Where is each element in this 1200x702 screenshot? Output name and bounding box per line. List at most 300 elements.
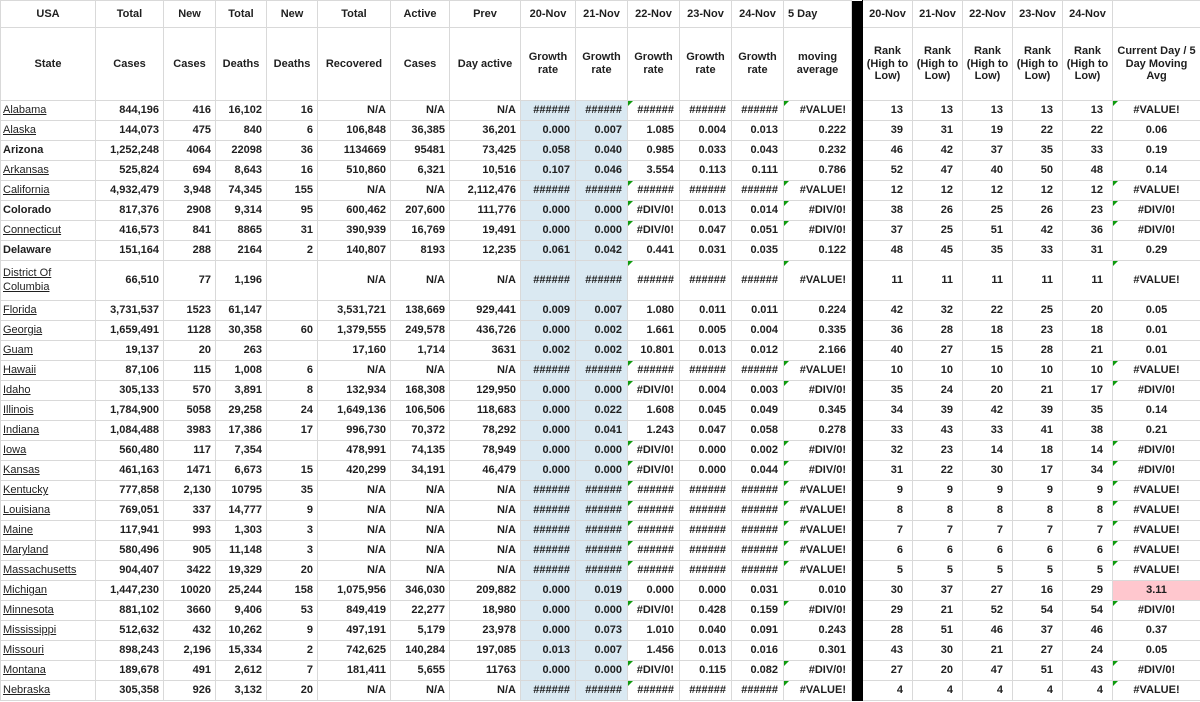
growth-rate-cell[interactable]: 0.000 [576, 441, 628, 461]
total-cases-cell[interactable]: 817,376 [96, 201, 164, 221]
header-cell[interactable]: 24-Nov [1063, 1, 1113, 28]
state-link[interactable]: District Of Columbia [1, 261, 96, 301]
growth-rate-cell[interactable]: 0.051 [732, 221, 784, 241]
prev-day-active-cell[interactable]: N/A [450, 481, 521, 501]
growth-rate-cell[interactable]: ###### [680, 541, 732, 561]
new-deaths-cell[interactable]: 53 [267, 601, 318, 621]
growth-rate-cell[interactable]: 0.016 [732, 641, 784, 661]
new-cases-cell[interactable]: 115 [164, 361, 216, 381]
rank-cell[interactable]: 46 [1063, 621, 1113, 641]
total-cases-cell[interactable]: 904,407 [96, 561, 164, 581]
total-deaths-cell[interactable]: 17,386 [216, 421, 267, 441]
rank-cell[interactable]: 34 [863, 401, 913, 421]
new-cases-cell[interactable]: 77 [164, 261, 216, 301]
total-deaths-cell[interactable]: 2164 [216, 241, 267, 261]
state-link[interactable]: Missouri [1, 641, 96, 661]
rank-cell[interactable]: 6 [913, 541, 963, 561]
current-vs-avg-cell[interactable]: #VALUE! [1113, 261, 1200, 301]
current-vs-avg-cell[interactable]: 0.01 [1113, 341, 1200, 361]
current-vs-avg-cell[interactable]: #VALUE! [1113, 681, 1200, 701]
growth-rate-cell[interactable]: ###### [628, 561, 680, 581]
new-cases-cell[interactable]: 1471 [164, 461, 216, 481]
prev-day-active-cell[interactable]: 197,085 [450, 641, 521, 661]
total-deaths-cell[interactable]: 15,334 [216, 641, 267, 661]
total-deaths-cell[interactable]: 2,612 [216, 661, 267, 681]
rank-cell[interactable]: 28 [913, 321, 963, 341]
growth-rate-cell[interactable]: 0.000 [521, 201, 576, 221]
current-vs-avg-cell[interactable]: 0.01 [1113, 321, 1200, 341]
header-cell[interactable]: 5 Day [784, 1, 852, 28]
growth-rate-cell[interactable]: 0.019 [576, 581, 628, 601]
new-cases-cell[interactable]: 694 [164, 161, 216, 181]
rank-cell[interactable]: 42 [1013, 221, 1063, 241]
new-deaths-cell[interactable]: 35 [267, 481, 318, 501]
new-cases-cell[interactable]: 993 [164, 521, 216, 541]
rank-cell[interactable]: 21 [963, 641, 1013, 661]
growth-rate-cell[interactable]: 10.801 [628, 341, 680, 361]
rank-cell[interactable]: 18 [963, 321, 1013, 341]
prev-day-active-cell[interactable]: 3631 [450, 341, 521, 361]
active-cases-cell[interactable]: 207,600 [391, 201, 450, 221]
rank-cell[interactable]: 20 [963, 381, 1013, 401]
header-cell[interactable]: Current Day / 5 Day Moving Avg [1113, 28, 1200, 101]
moving-average-cell[interactable]: #VALUE! [784, 521, 852, 541]
new-deaths-cell[interactable]: 60 [267, 321, 318, 341]
rank-cell[interactable]: 29 [1063, 581, 1113, 601]
rank-cell[interactable]: 13 [963, 101, 1013, 121]
growth-rate-cell[interactable]: ###### [521, 541, 576, 561]
rank-cell[interactable]: 43 [1063, 661, 1113, 681]
rank-cell[interactable]: 38 [1063, 421, 1113, 441]
rank-cell[interactable]: 22 [913, 461, 963, 481]
active-cases-cell[interactable]: 346,030 [391, 581, 450, 601]
rank-cell[interactable]: 12 [863, 181, 913, 201]
rank-cell[interactable]: 4 [913, 681, 963, 701]
state-link[interactable]: Mississippi [1, 621, 96, 641]
total-deaths-cell[interactable]: 8,643 [216, 161, 267, 181]
state-link[interactable]: Nebraska [1, 681, 96, 701]
header-cell[interactable]: Day active [450, 28, 521, 101]
header-cell[interactable]: 20-Nov [863, 1, 913, 28]
rank-cell[interactable]: 6 [863, 541, 913, 561]
recovered-cell[interactable]: 742,625 [318, 641, 391, 661]
rank-cell[interactable]: 12 [1013, 181, 1063, 201]
growth-rate-cell[interactable]: 0.000 [521, 121, 576, 141]
growth-rate-cell[interactable]: 0.058 [521, 141, 576, 161]
new-deaths-cell[interactable] [267, 341, 318, 361]
new-cases-cell[interactable]: 3983 [164, 421, 216, 441]
header-cell[interactable]: 22-Nov [963, 1, 1013, 28]
rank-cell[interactable]: 51 [913, 621, 963, 641]
current-vs-avg-cell[interactable]: #VALUE! [1113, 181, 1200, 201]
growth-rate-cell[interactable]: 0.000 [521, 661, 576, 681]
rank-cell[interactable]: 13 [863, 101, 913, 121]
rank-cell[interactable]: 42 [863, 301, 913, 321]
total-deaths-cell[interactable]: 1,008 [216, 361, 267, 381]
growth-rate-cell[interactable]: 0.012 [732, 341, 784, 361]
rank-cell[interactable]: 54 [1013, 601, 1063, 621]
growth-rate-cell[interactable]: 0.004 [680, 121, 732, 141]
prev-day-active-cell[interactable]: 73,425 [450, 141, 521, 161]
new-cases-cell[interactable]: 1128 [164, 321, 216, 341]
moving-average-cell[interactable]: #VALUE! [784, 101, 852, 121]
total-deaths-cell[interactable]: 1,196 [216, 261, 267, 301]
total-cases-cell[interactable]: 305,133 [96, 381, 164, 401]
header-cell[interactable]: 21-Nov [913, 1, 963, 28]
rank-cell[interactable]: 27 [863, 661, 913, 681]
growth-rate-cell[interactable]: ###### [628, 541, 680, 561]
growth-rate-cell[interactable]: 0.014 [732, 201, 784, 221]
moving-average-cell[interactable]: #VALUE! [784, 501, 852, 521]
growth-rate-cell[interactable]: 0.002 [576, 341, 628, 361]
new-deaths-cell[interactable]: 6 [267, 121, 318, 141]
state-link[interactable]: Alabama [1, 101, 96, 121]
growth-rate-cell[interactable]: #DIV/0! [628, 461, 680, 481]
new-cases-cell[interactable]: 4064 [164, 141, 216, 161]
growth-rate-cell[interactable]: #DIV/0! [628, 601, 680, 621]
growth-rate-cell[interactable]: #DIV/0! [628, 661, 680, 681]
moving-average-cell[interactable]: #DIV/0! [784, 381, 852, 401]
moving-average-cell[interactable]: 0.345 [784, 401, 852, 421]
rank-cell[interactable]: 28 [1013, 341, 1063, 361]
active-cases-cell[interactable]: 5,655 [391, 661, 450, 681]
total-cases-cell[interactable]: 4,932,479 [96, 181, 164, 201]
prev-day-active-cell[interactable]: 209,882 [450, 581, 521, 601]
new-cases-cell[interactable]: 3660 [164, 601, 216, 621]
growth-rate-cell[interactable]: ###### [576, 261, 628, 301]
total-cases-cell[interactable]: 1,659,491 [96, 321, 164, 341]
header-cell[interactable]: New [267, 1, 318, 28]
state-link[interactable]: Alaska [1, 121, 96, 141]
new-deaths-cell[interactable]: 2 [267, 641, 318, 661]
rank-cell[interactable]: 12 [1063, 181, 1113, 201]
new-deaths-cell[interactable]: 3 [267, 541, 318, 561]
new-cases-cell[interactable]: 905 [164, 541, 216, 561]
state-link[interactable]: Georgia [1, 321, 96, 341]
current-vs-avg-cell[interactable]: #VALUE! [1113, 481, 1200, 501]
total-deaths-cell[interactable]: 9,314 [216, 201, 267, 221]
rank-cell[interactable]: 29 [863, 601, 913, 621]
total-cases-cell[interactable]: 898,243 [96, 641, 164, 661]
prev-day-active-cell[interactable]: 36,201 [450, 121, 521, 141]
growth-rate-cell[interactable]: 0.004 [680, 381, 732, 401]
recovered-cell[interactable]: 1,379,555 [318, 321, 391, 341]
growth-rate-cell[interactable]: 0.002 [576, 321, 628, 341]
growth-rate-cell[interactable]: 0.000 [576, 461, 628, 481]
growth-rate-cell[interactable]: 1.243 [628, 421, 680, 441]
growth-rate-cell[interactable]: 0.113 [680, 161, 732, 181]
growth-rate-cell[interactable]: 0.049 [732, 401, 784, 421]
growth-rate-cell[interactable]: 0.040 [576, 141, 628, 161]
new-deaths-cell[interactable]: 158 [267, 581, 318, 601]
active-cases-cell[interactable]: 1,714 [391, 341, 450, 361]
growth-rate-cell[interactable]: 0.000 [521, 381, 576, 401]
growth-rate-cell[interactable]: ###### [680, 361, 732, 381]
current-vs-avg-cell[interactable]: 0.14 [1113, 401, 1200, 421]
growth-rate-cell[interactable]: 0.042 [576, 241, 628, 261]
current-vs-avg-cell[interactable]: 3.11 [1113, 581, 1200, 601]
new-deaths-cell[interactable] [267, 301, 318, 321]
prev-day-active-cell[interactable]: 11763 [450, 661, 521, 681]
growth-rate-cell[interactable]: ###### [680, 501, 732, 521]
moving-average-cell[interactable]: #DIV/0! [784, 461, 852, 481]
rank-cell[interactable]: 12 [913, 181, 963, 201]
growth-rate-cell[interactable]: ###### [521, 101, 576, 121]
active-cases-cell[interactable]: 16,769 [391, 221, 450, 241]
total-cases-cell[interactable]: 560,480 [96, 441, 164, 461]
rank-cell[interactable]: 39 [863, 121, 913, 141]
total-deaths-cell[interactable]: 7,354 [216, 441, 267, 461]
rank-cell[interactable]: 48 [863, 241, 913, 261]
state-link[interactable]: Maine [1, 521, 96, 541]
header-cell[interactable]: Total [216, 1, 267, 28]
header-cell[interactable]: State [1, 28, 96, 101]
rank-cell[interactable]: 5 [963, 561, 1013, 581]
recovered-cell[interactable]: N/A [318, 181, 391, 201]
rank-cell[interactable]: 21 [1063, 341, 1113, 361]
new-cases-cell[interactable]: 337 [164, 501, 216, 521]
rank-cell[interactable]: 15 [963, 341, 1013, 361]
total-deaths-cell[interactable]: 840 [216, 121, 267, 141]
new-cases-cell[interactable]: 2908 [164, 201, 216, 221]
growth-rate-cell[interactable]: ###### [521, 261, 576, 301]
rank-cell[interactable]: 25 [963, 201, 1013, 221]
rank-cell[interactable]: 23 [913, 441, 963, 461]
growth-rate-cell[interactable]: ###### [628, 361, 680, 381]
moving-average-cell[interactable]: #VALUE! [784, 561, 852, 581]
growth-rate-cell[interactable]: 0.058 [732, 421, 784, 441]
moving-average-cell[interactable]: 0.243 [784, 621, 852, 641]
growth-rate-cell[interactable]: #DIV/0! [628, 381, 680, 401]
growth-rate-cell[interactable]: 0.082 [732, 661, 784, 681]
total-cases-cell[interactable]: 525,824 [96, 161, 164, 181]
header-cell[interactable]: New [164, 1, 216, 28]
total-deaths-cell[interactable]: 22098 [216, 141, 267, 161]
moving-average-cell[interactable]: 0.278 [784, 421, 852, 441]
state-link[interactable]: Hawaii [1, 361, 96, 381]
header-cell[interactable]: Rank (High to Low) [1013, 28, 1063, 101]
new-deaths-cell[interactable]: 31 [267, 221, 318, 241]
total-deaths-cell[interactable]: 3,891 [216, 381, 267, 401]
active-cases-cell[interactable]: N/A [391, 261, 450, 301]
growth-rate-cell[interactable]: ###### [732, 101, 784, 121]
state-link[interactable]: Minnesota [1, 601, 96, 621]
header-cell[interactable]: Rank (High to Low) [1063, 28, 1113, 101]
new-cases-cell[interactable]: 2,130 [164, 481, 216, 501]
rank-cell[interactable]: 11 [1063, 261, 1113, 301]
active-cases-cell[interactable]: N/A [391, 561, 450, 581]
new-deaths-cell[interactable]: 20 [267, 561, 318, 581]
rank-cell[interactable]: 36 [1063, 221, 1113, 241]
growth-rate-cell[interactable]: 0.007 [576, 641, 628, 661]
rank-cell[interactable]: 35 [1063, 401, 1113, 421]
current-vs-avg-cell[interactable]: #DIV/0! [1113, 201, 1200, 221]
moving-average-cell[interactable]: #VALUE! [784, 481, 852, 501]
growth-rate-cell[interactable]: ###### [576, 521, 628, 541]
current-vs-avg-cell[interactable]: 0.21 [1113, 421, 1200, 441]
total-cases-cell[interactable]: 87,106 [96, 361, 164, 381]
total-cases-cell[interactable]: 1,252,248 [96, 141, 164, 161]
growth-rate-cell[interactable]: 0.047 [680, 421, 732, 441]
prev-day-active-cell[interactable]: 78,292 [450, 421, 521, 441]
moving-average-cell[interactable]: #VALUE! [784, 361, 852, 381]
growth-rate-cell[interactable]: ###### [521, 521, 576, 541]
new-cases-cell[interactable]: 1523 [164, 301, 216, 321]
rank-cell[interactable]: 7 [963, 521, 1013, 541]
active-cases-cell[interactable]: 8193 [391, 241, 450, 261]
growth-rate-cell[interactable]: ###### [680, 561, 732, 581]
header-cell[interactable]: Cases [96, 28, 164, 101]
state-link[interactable]: Michigan [1, 581, 96, 601]
growth-rate-cell[interactable]: 0.009 [521, 301, 576, 321]
current-vs-avg-cell[interactable]: 0.05 [1113, 641, 1200, 661]
active-cases-cell[interactable]: 70,372 [391, 421, 450, 441]
prev-day-active-cell[interactable]: N/A [450, 361, 521, 381]
total-cases-cell[interactable]: 151,164 [96, 241, 164, 261]
growth-rate-cell[interactable]: 0.000 [521, 601, 576, 621]
rank-cell[interactable]: 13 [1063, 101, 1113, 121]
header-cell[interactable]: 22-Nov [628, 1, 680, 28]
rank-cell[interactable]: 4 [863, 681, 913, 701]
growth-rate-cell[interactable]: ###### [680, 481, 732, 501]
total-deaths-cell[interactable]: 3,132 [216, 681, 267, 701]
new-deaths-cell[interactable]: 2 [267, 241, 318, 261]
rank-cell[interactable]: 30 [863, 581, 913, 601]
growth-rate-cell[interactable]: ###### [628, 481, 680, 501]
rank-cell[interactable]: 40 [963, 161, 1013, 181]
moving-average-cell[interactable]: 0.010 [784, 581, 852, 601]
state-link[interactable]: Kansas [1, 461, 96, 481]
rank-cell[interactable]: 18 [1013, 441, 1063, 461]
rank-cell[interactable]: 9 [863, 481, 913, 501]
new-cases-cell[interactable]: 475 [164, 121, 216, 141]
rank-cell[interactable]: 5 [913, 561, 963, 581]
rank-cell[interactable]: 6 [963, 541, 1013, 561]
new-deaths-cell[interactable] [267, 441, 318, 461]
new-cases-cell[interactable]: 117 [164, 441, 216, 461]
growth-rate-cell[interactable]: 0.035 [732, 241, 784, 261]
prev-day-active-cell[interactable]: 18,980 [450, 601, 521, 621]
total-cases-cell[interactable]: 3,731,537 [96, 301, 164, 321]
growth-rate-cell[interactable]: 0.040 [680, 621, 732, 641]
new-cases-cell[interactable]: 432 [164, 621, 216, 641]
current-vs-avg-cell[interactable]: 0.05 [1113, 301, 1200, 321]
rank-cell[interactable]: 8 [913, 501, 963, 521]
growth-rate-cell[interactable]: 0.000 [521, 321, 576, 341]
header-cell[interactable]: Active [391, 1, 450, 28]
current-vs-avg-cell[interactable]: #DIV/0! [1113, 661, 1200, 681]
new-cases-cell[interactable]: 288 [164, 241, 216, 261]
new-deaths-cell[interactable]: 155 [267, 181, 318, 201]
total-deaths-cell[interactable]: 74,345 [216, 181, 267, 201]
growth-rate-cell[interactable]: 0.004 [732, 321, 784, 341]
rank-cell[interactable]: 8 [963, 501, 1013, 521]
header-cell[interactable]: Growth rate [680, 28, 732, 101]
growth-rate-cell[interactable]: ###### [732, 561, 784, 581]
rank-cell[interactable]: 31 [1063, 241, 1113, 261]
growth-rate-cell[interactable]: 0.033 [680, 141, 732, 161]
growth-rate-cell[interactable]: 0.013 [680, 201, 732, 221]
new-deaths-cell[interactable]: 95 [267, 201, 318, 221]
rank-cell[interactable]: 28 [863, 621, 913, 641]
rank-cell[interactable]: 10 [1013, 361, 1063, 381]
total-cases-cell[interactable]: 580,496 [96, 541, 164, 561]
state-link[interactable]: Guam [1, 341, 96, 361]
total-deaths-cell[interactable]: 29,258 [216, 401, 267, 421]
rank-cell[interactable]: 7 [1013, 521, 1063, 541]
growth-rate-cell[interactable]: 0.002 [732, 441, 784, 461]
recovered-cell[interactable]: N/A [318, 681, 391, 701]
growth-rate-cell[interactable]: 1.080 [628, 301, 680, 321]
recovered-cell[interactable]: N/A [318, 561, 391, 581]
growth-rate-cell[interactable]: 0.044 [732, 461, 784, 481]
rank-cell[interactable]: 35 [863, 381, 913, 401]
current-vs-avg-cell[interactable]: 0.29 [1113, 241, 1200, 261]
total-deaths-cell[interactable]: 25,244 [216, 581, 267, 601]
new-deaths-cell[interactable]: 17 [267, 421, 318, 441]
recovered-cell[interactable]: 3,531,721 [318, 301, 391, 321]
new-deaths-cell[interactable]: 15 [267, 461, 318, 481]
recovered-cell[interactable]: N/A [318, 501, 391, 521]
total-deaths-cell[interactable]: 11,148 [216, 541, 267, 561]
rank-cell[interactable]: 13 [1013, 101, 1063, 121]
growth-rate-cell[interactable]: 1.456 [628, 641, 680, 661]
growth-rate-cell[interactable]: 0.011 [732, 301, 784, 321]
growth-rate-cell[interactable]: 0.000 [680, 441, 732, 461]
rank-cell[interactable]: 39 [1013, 401, 1063, 421]
growth-rate-cell[interactable]: 0.013 [680, 641, 732, 661]
rank-cell[interactable]: 32 [913, 301, 963, 321]
recovered-cell[interactable]: 181,411 [318, 661, 391, 681]
growth-rate-cell[interactable]: 0.041 [576, 421, 628, 441]
growth-rate-cell[interactable]: 0.441 [628, 241, 680, 261]
new-cases-cell[interactable]: 926 [164, 681, 216, 701]
growth-rate-cell[interactable]: 1.608 [628, 401, 680, 421]
total-cases-cell[interactable]: 461,163 [96, 461, 164, 481]
growth-rate-cell[interactable]: 0.013 [732, 121, 784, 141]
header-cell[interactable]: Cases [391, 28, 450, 101]
header-cell[interactable]: Cases [164, 28, 216, 101]
new-cases-cell[interactable]: 841 [164, 221, 216, 241]
total-cases-cell[interactable]: 189,678 [96, 661, 164, 681]
current-vs-avg-cell[interactable]: #DIV/0! [1113, 221, 1200, 241]
header-cell[interactable]: Total [318, 1, 391, 28]
rank-cell[interactable]: 6 [1013, 541, 1063, 561]
rank-cell[interactable]: 21 [913, 601, 963, 621]
growth-rate-cell[interactable]: ###### [680, 101, 732, 121]
rank-cell[interactable]: 11 [963, 261, 1013, 301]
rank-cell[interactable]: 33 [963, 421, 1013, 441]
rank-cell[interactable]: 47 [963, 661, 1013, 681]
growth-rate-cell[interactable]: ###### [732, 261, 784, 301]
header-cell[interactable]: moving average [784, 28, 852, 101]
total-cases-cell[interactable]: 1,447,230 [96, 581, 164, 601]
rank-cell[interactable]: 33 [863, 421, 913, 441]
new-cases-cell[interactable]: 3,948 [164, 181, 216, 201]
state-link[interactable]: Massachusetts [1, 561, 96, 581]
rank-cell[interactable]: 22 [1013, 121, 1063, 141]
growth-rate-cell[interactable]: ###### [521, 361, 576, 381]
growth-rate-cell[interactable]: 1.085 [628, 121, 680, 141]
rank-cell[interactable]: 26 [913, 201, 963, 221]
growth-rate-cell[interactable]: 0.031 [680, 241, 732, 261]
active-cases-cell[interactable]: 5,179 [391, 621, 450, 641]
growth-rate-cell[interactable]: ###### [576, 561, 628, 581]
moving-average-cell[interactable]: #DIV/0! [784, 221, 852, 241]
rank-cell[interactable]: 30 [963, 461, 1013, 481]
active-cases-cell[interactable]: N/A [391, 501, 450, 521]
rank-cell[interactable]: 51 [963, 221, 1013, 241]
